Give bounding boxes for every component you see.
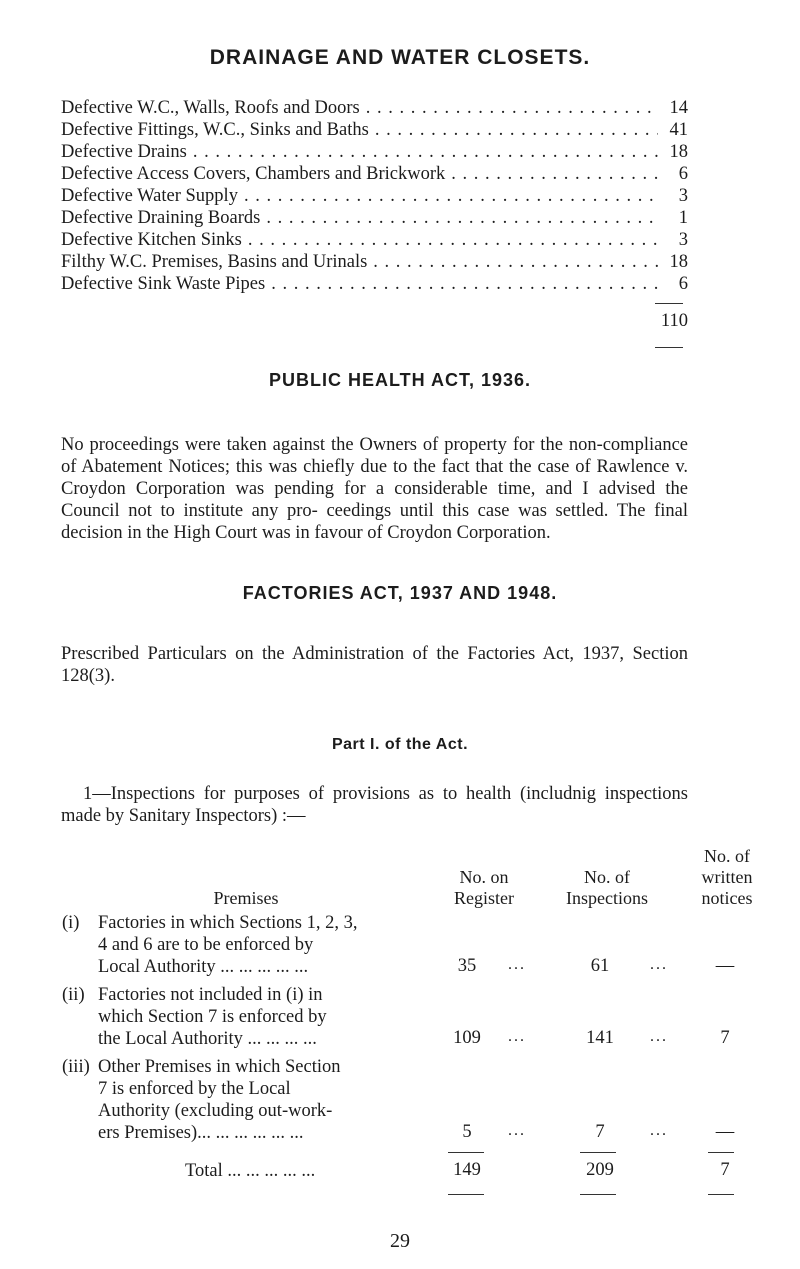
header-notices: No. of written notices	[701, 846, 753, 908]
cell-register: 5	[462, 1122, 472, 1142]
list-item	[61, 229, 688, 251]
total-rule-bottom	[448, 1194, 484, 1195]
row-number: (ii)	[62, 985, 85, 1005]
defect-label: Defective Drains	[61, 142, 187, 162]
row-number: (iii)	[62, 1057, 90, 1077]
total-inspections: 209	[586, 1160, 614, 1180]
prescribed-paragraph: Prescribed Particulars on the Administration of the Factories Act, 1937, Section 128(3).	[61, 644, 688, 686]
list-item	[61, 251, 688, 273]
cell-register: 35	[457, 956, 477, 976]
header-inspections: No. of Inspections	[566, 867, 648, 908]
defect-label: Defective Access Covers, Chambers and Brickwork	[61, 164, 446, 184]
total-rule-top	[708, 1152, 734, 1153]
separator: ...	[508, 956, 526, 973]
section-heading-drainage: DRAINAGE AND WATER CLOSETS.	[209, 46, 591, 69]
defects-list	[61, 97, 688, 295]
part-heading	[0, 736, 800, 754]
table-row: Other Premises in which Section 7 is enforced by the Local Authority (excluding out-work- ers Premises)... ... ... ... ... ...	[98, 1057, 341, 1143]
cell-notices: 7	[720, 1028, 730, 1048]
part-of: of the	[384, 736, 432, 753]
defect-label: Filthy W.C. Premises, Basins and Urinals	[61, 252, 368, 272]
section-heading-factories: FACTORIES ACT, 1937 AND 1948.	[242, 583, 558, 603]
defects-total: 110	[660, 311, 688, 331]
total-label: Total ... ... ... ... ...	[185, 1161, 316, 1181]
defect-label: Defective Fittings, W.C., Sinks and Baths	[61, 120, 369, 140]
defect-count: 3	[678, 186, 688, 206]
public-health-paragraph: No proceedings were taken against the Owners of property for the non-compliance of Abatement Notices; this was chiefly due to the fact that the case of Rawlence v. Croydon Corporation was pending for a considerable time, and I advised the Council not to institute any pro- ceedings until this case was settled. The final decision in the High Court was in favour of Croydon Corporation.	[61, 435, 688, 543]
cell-notices: —	[715, 956, 735, 976]
total-rule-top	[448, 1152, 484, 1153]
total-rule-bottom	[580, 1194, 616, 1195]
defect-count: 6	[678, 164, 688, 184]
row-number: (i)	[62, 913, 80, 933]
cell-notices: —	[715, 1122, 735, 1142]
defect-label: Defective Sink Waste Pipes	[61, 274, 266, 294]
inspections-intro: 1—Inspections for purposes of provisions as to health (includnig inspections made by Sanitary Inspectors) :—	[61, 784, 688, 826]
cell-inspections: 61	[590, 956, 610, 976]
cell-register: 109	[453, 1028, 481, 1048]
cell-inspections: 7	[595, 1122, 605, 1142]
total-rule-bottom	[708, 1194, 734, 1195]
list-item	[61, 273, 688, 295]
header-premises: Premises	[213, 888, 279, 908]
defect-count: 41	[669, 120, 688, 140]
table-row: Factories not included in (i) in which Section 7 is enforced by the Local Authority ... ... ... ...	[98, 985, 327, 1049]
total-rule-top	[655, 303, 683, 304]
total-rule-top	[580, 1152, 616, 1153]
defect-count: 18	[669, 142, 688, 162]
separator: ...	[650, 1028, 668, 1045]
separator: ...	[650, 956, 668, 973]
list-item	[61, 141, 688, 163]
list-item	[61, 185, 688, 207]
part-prefix: Part I.	[331, 736, 380, 753]
separator: ...	[650, 1122, 668, 1139]
defect-label: Defective Water Supply	[61, 186, 238, 206]
defect-count: 14	[669, 98, 688, 118]
defect-label: Defective Kitchen Sinks	[61, 230, 242, 250]
defect-count: 18	[669, 252, 688, 272]
table-row: Factories in which Sections 1, 2, 3, 4 and 6 are to be enforced by Local Authority ... ... ... ... ...	[98, 913, 358, 977]
list-item	[61, 207, 688, 229]
total-register: 149	[453, 1160, 481, 1180]
total-rule-bottom	[655, 347, 683, 348]
section-heading-public-health: PUBLIC HEALTH ACT, 1936.	[268, 370, 532, 390]
part-act: Act.	[435, 736, 469, 753]
defect-label: Defective Draining Boards	[61, 208, 261, 228]
separator: ...	[508, 1028, 526, 1045]
list-item	[61, 119, 688, 141]
cell-inspections: 141	[586, 1028, 614, 1048]
total-notices: 7	[720, 1160, 730, 1180]
defect-label: Defective W.C., Walls, Roofs and Doors	[61, 98, 360, 118]
list-item	[61, 163, 688, 185]
header-register: No. on Register	[454, 867, 514, 908]
separator: ...	[508, 1122, 526, 1139]
list-item	[61, 97, 688, 119]
defect-count: 6	[678, 274, 688, 294]
page-number: 29	[390, 1230, 410, 1252]
defect-count: 1	[678, 208, 688, 228]
defect-count: 3	[678, 230, 688, 250]
